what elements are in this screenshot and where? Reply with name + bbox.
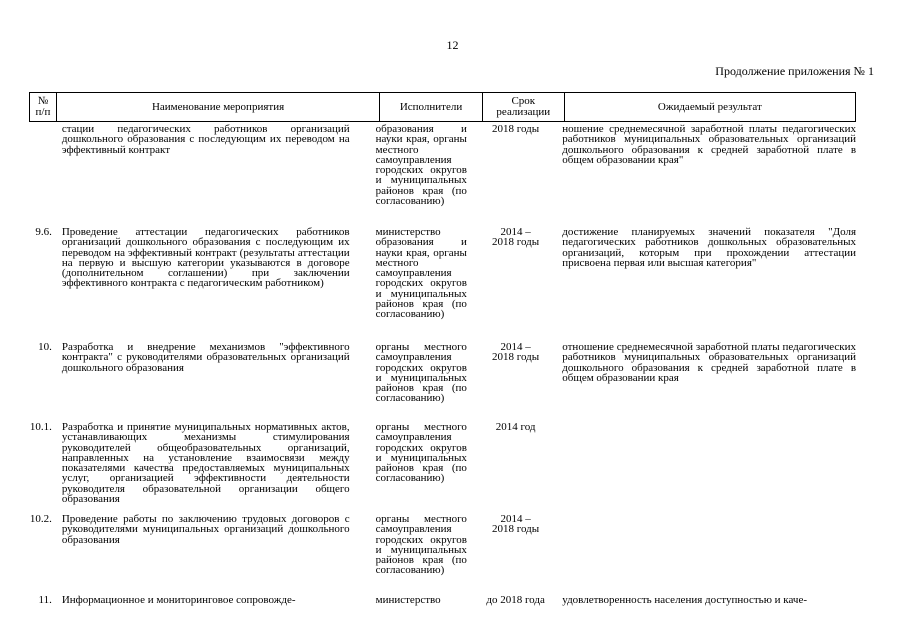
row-result: отношение среднемесячной заработной платы педагогических работников муниципальных образовательных организаций дошкольного образования к средней заработной плате в общем образовании края: [562, 341, 857, 384]
table-row: [29, 595, 856, 609]
row-no: 10.1.: [29, 421, 52, 433]
continuation-label: Продолжение приложения № 1: [715, 64, 874, 78]
table-header: [29, 92, 856, 122]
row-no: [29, 124, 56, 227]
row-name: стации педагогических работников организаций дошкольного образования с последующим их переводом на эффективный контракт: [61, 123, 350, 156]
row-executors: министерство образования и науки края, органы местного самоуправления городских округов и муниципальных районов края (по согласованию): [375, 226, 467, 321]
row-executors: органы местного самоуправления городских округов и муниципальных районов края (по согласованию): [375, 341, 467, 405]
table-row: [29, 514, 856, 595]
table-body: [29, 124, 856, 609]
header-term: Срок реализации: [483, 93, 565, 121]
row-no: 9.6.: [35, 226, 52, 238]
row-name: Проведение работы по заключению трудовых договоров с руководителями муниципальных организаций дошкольного образования: [61, 513, 350, 546]
row-result: [562, 422, 856, 514]
row-executors: министерство: [375, 594, 441, 606]
row-name: Проведение аттестации педагогических работников организаций дошкольного образования с последующим их переводом на эффективный контракт (результаты аттестации на первую и высшую категории указываются в договоре (дополнительном соглашении) при заключении эффективного контракта с педагогическим работником): [61, 226, 350, 290]
table-row: [29, 227, 856, 342]
row-term: до 2018 года: [486, 594, 545, 606]
row-term: 2014 – 2018 годы: [492, 513, 540, 536]
row-no: 10.2.: [29, 513, 52, 525]
row-executors: органы местного самоуправления городских округов и муниципальных районов края (по согласованию): [375, 421, 467, 485]
row-name: Информационное и мониторинговое сопровожде-: [61, 594, 296, 606]
header-executors: Исполнители: [380, 93, 483, 121]
row-result: удовлетворенность населения доступностью и каче-: [562, 594, 807, 606]
row-name: Разработка и принятие муниципальных нормативных актов, устанавливающих механизмы стимулирования руководителей общеобразовательных организаций, направленных на установление взаимосвязи между показателями качества предоставляемых муниципальных услуг, организацией эффективности деятельности руководителя образовательной организации общего образования: [61, 421, 350, 506]
row-result: достижение планируемых значений показателя "Доля педагогических работников дошкольных образовательных организаций, которым при прохождении аттестации присвоена первая или высшая категория": [562, 226, 857, 269]
row-no: 11.: [38, 594, 52, 606]
header-no: № п/п: [30, 93, 57, 121]
header-result: Ожидаемый результат: [657, 100, 762, 113]
row-result: [562, 514, 856, 595]
row-term: 2014 – 2018 годы: [492, 341, 540, 364]
row-term: 2014 – 2018 годы: [492, 226, 540, 249]
table-row: [29, 422, 856, 514]
row-term: 2014 год: [495, 421, 536, 433]
header-name: Наименование мероприятия: [57, 93, 380, 121]
row-executors: органы местного самоуправления городских округов и муниципальных районов края (по согласованию): [375, 513, 467, 577]
row-term: 2018 годы: [492, 123, 540, 135]
row-executors: образования и науки края, органы местного самоуправления городских округов и муниципальных районов края (по согласованию): [375, 123, 467, 208]
page-number: 12: [446, 38, 459, 52]
row-no: 10.: [38, 341, 52, 353]
table-row: [29, 342, 856, 422]
row-result: ношение среднемесячной заработной платы педагогических работников муниципальных образовательных организаций дошкольного образования к средней заработной плате в общем образовании края": [562, 123, 857, 166]
table-row: [29, 124, 856, 227]
row-name: Разработка и внедрение механизмов "эффективного контракта" с руководителями образовательных организаций дошкольного образования: [61, 341, 350, 374]
